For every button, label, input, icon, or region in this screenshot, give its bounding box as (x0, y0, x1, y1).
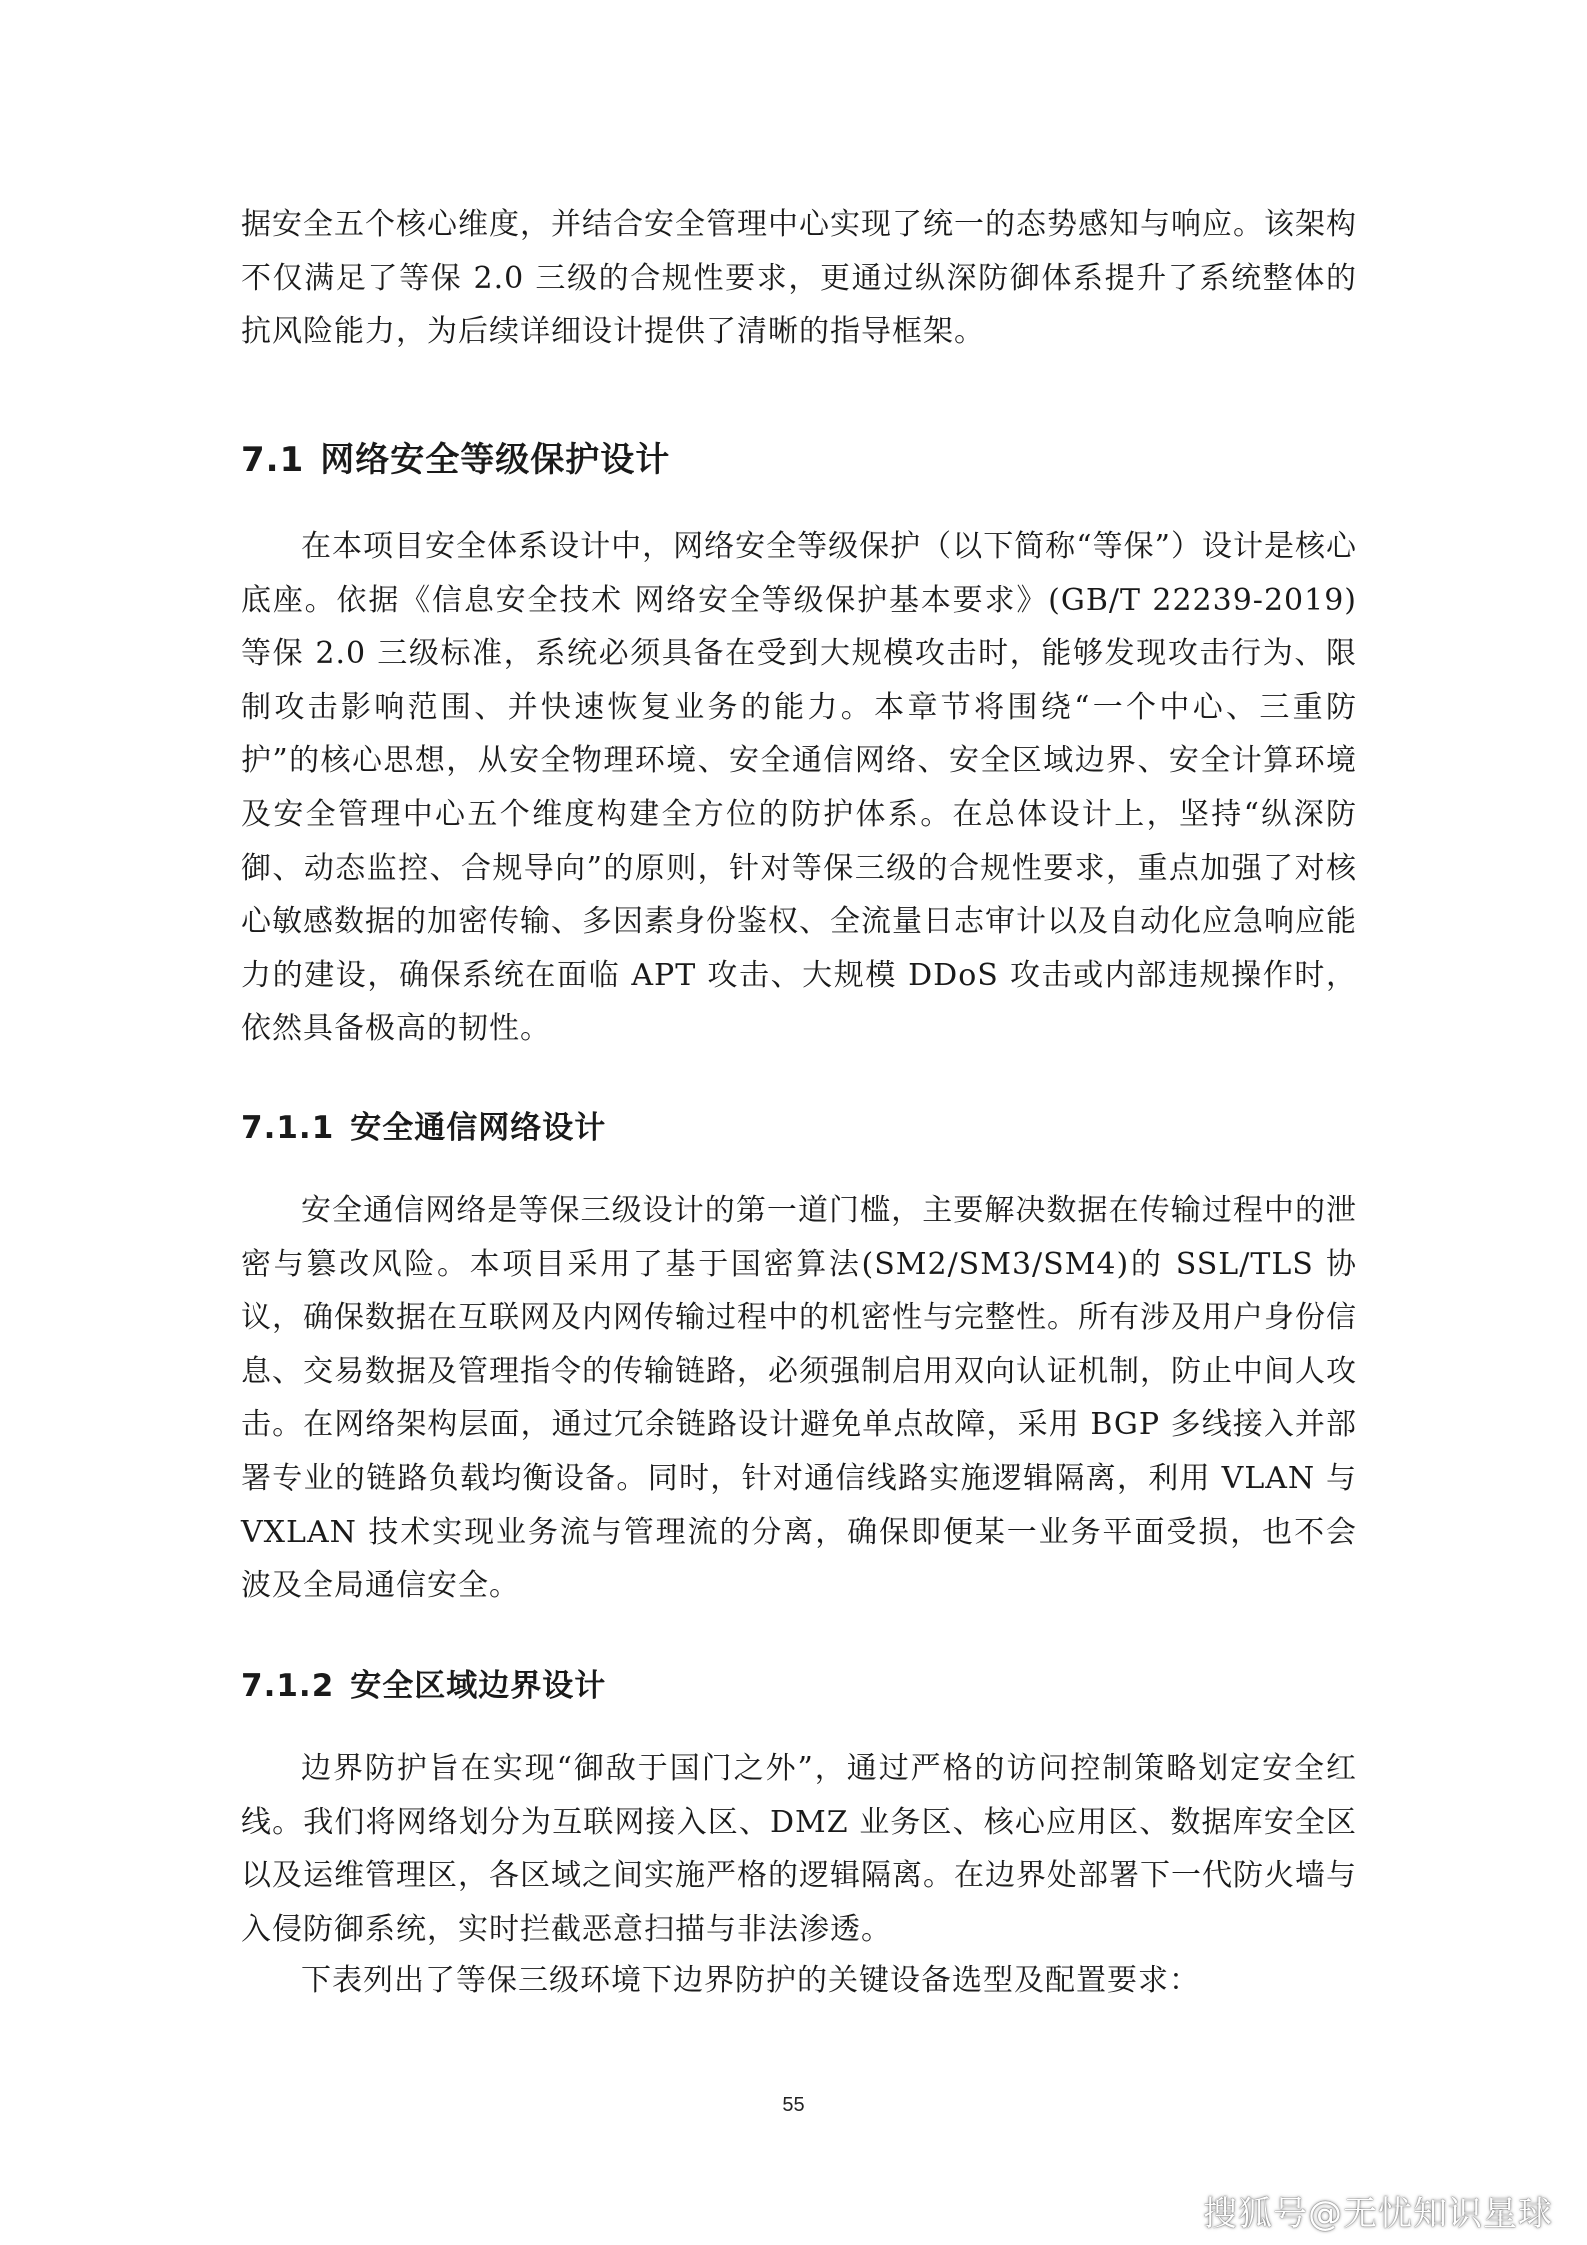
intro-paragraph: 据安全五个核心维度，并结合安全管理中心实现了统一的态势感知与响应。该架构不仅满足了等保 2.0 三级的合规性要求，更通过纵深防御体系提升了系统整体的抗风险能力，为后续详细设计提供了清晰的指导框架。 (241, 207, 1357, 350)
source-watermark: 搜狐号@无忧知识星球 (1203, 2194, 1553, 2234)
section-number: 7.1.1 (241, 1110, 335, 1146)
section-title: 安全通信网络设计 (350, 1110, 607, 1146)
section-7-1-paragraph: 在本项目安全体系设计中，网络安全等级保护（以下简称“等保”）设计是核心底座。依据《信息安全技术 网络安全等级保护基本要求》(GB/T 22239-2019) 等保 2.0 三级标准，系统必须具备在受到大规模攻击时，能够发现攻击行为、限制攻击影响范围、并快速恢复业务的能力。本章节将围绕“一个中心、三重防护”的核心思想，从安全物理环境、安全通信网络、安全区域边界、安全计算环境及安全管理中心五个维度构建全方位的防护体系。在总体设计上，坚持“纵深防御、动态监控、合规导向”的原则，针对等保三级的合规性要求，重点加强了对核心敏感数据的加密传输、多因素身份鉴权、全流量日志审计以及自动化应急响应能力的建设，确保系统在面临 APT 攻击、大规模 DDoS 攻击或内部违规操作时，依然具备极高的韧性。 (241, 529, 1357, 1047)
section-title: 安全区域边界设计 (350, 1668, 607, 1704)
section-heading-7-1-1 (241, 1106, 606, 1150)
page-number: 55 (782, 2094, 805, 2116)
section-number: 7.1 (241, 440, 305, 480)
section-number: 7.1.2 (241, 1668, 335, 1704)
section-heading-7-1-2 (241, 1664, 606, 1708)
section-7-1-2-paragraph-2: 下表列出了等保三级环境下边界防护的关键设备选型及配置要求： (301, 1963, 1200, 1998)
section-7-1-1-paragraph: 安全通信网络是等保三级设计的第一道门槛，主要解决数据在传输过程中的泄密与篡改风险。本项目采用了基于国密算法(SM2/SM3/SM4)的 SSL/TLS 协议，确保数据在互联网及内网传输过程中的机密性与完整性。所有涉及用户身份信息、交易数据及管理指令的传输链路，必须强制启用双向认证机制，防止中间人攻击。在网络架构层面，通过冗余链路设计避免单点故障，采用 BGP 多线接入并部署专业的链路负载均衡设备。同时，针对通信线路实施逻辑隔离，利用 VLAN 与 VXLAN 技术实现业务流与管理流的分离，确保即便某一业务平面受损，也不会波及全局通信安全。 (241, 1193, 1357, 1604)
section-heading-7-1 (241, 436, 670, 484)
section-7-1-2-paragraph-1: 边界防护旨在实现“御敌于国门之外”，通过严格的访问控制策略划定安全红线。我们将网络划分为互联网接入区、DMZ 业务区、核心应用区、数据库安全区以及运维管理区，各区域之间实施严格的逻辑隔离。在边界处部署下一代防火墙与入侵防御系统，实时拦截恶意扫描与非法渗透。 (241, 1751, 1357, 1947)
section-title: 网络安全等级保护设计 (320, 440, 671, 480)
